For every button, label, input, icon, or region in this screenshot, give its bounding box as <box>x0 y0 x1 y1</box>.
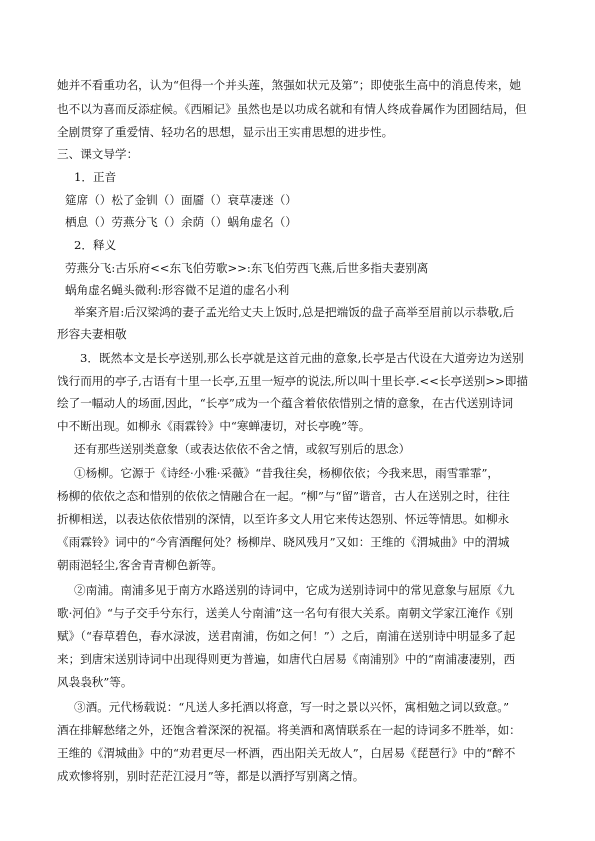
text-line: 她并不看重功名，认为“但得一个并头莲，煞强如状元及第”；即使张生高中的消息传来，她 <box>57 78 522 92</box>
text-line: 朝雨浥轻尘,客舍青青柳色新等。 <box>57 558 223 572</box>
text-line: 风袅袅秋”等。 <box>57 675 133 689</box>
text-line: 还有那些送别类意象（或表达依依不舍之情，或叙写别后的思念） <box>74 442 411 456</box>
section-heading: 三、课文导学： <box>57 147 139 161</box>
text-line: 折柳相送，以表达依依惜别的深情，以至许多文人用它来传达怨别、怀远等情思。如柳永 <box>57 512 510 526</box>
subheading-definition: 2．释义 <box>74 238 117 252</box>
text-line: 全剧贯穿了重爱情、轻功名的思想，显示出王实甫思想的进步性。 <box>57 125 394 139</box>
text-line: 绘了一幅动人的场面,因此，“长亭”成为一个蕴含着依依惜别之情的意象，在古代送别诗词 <box>57 396 514 410</box>
text-line: 来；到唐宋送别诗词中出现得则更为普遍，如唐代白居易《南浦别》中的“南浦凄凄别，西 <box>57 652 516 666</box>
text-line: ①杨柳。它源于《诗经·小雅·采薇》“昔我往矣，杨柳依依；今我来思，雨雪霏霏”， <box>74 466 500 480</box>
text-line: 3．既然本文是长亭送别,那么长亭就是这首元曲的意象,长亭是古代设在大道旁边为送别 <box>80 351 524 365</box>
text-line: 劳燕分飞:古乐府<<东飞伯劳歌>>:东飞伯劳西飞燕,后世多指夫妻别离 <box>65 261 429 275</box>
text-line: 也不以为喜而反添症候。《西厢记》虽然也是以功成名就和有情人终成眷属作为团圆结局，但 <box>57 102 527 116</box>
subheading-pronunciation: 1．正音 <box>74 170 117 184</box>
text-line: 《雨霖铃》词中的“今宵酒醒何处？杨柳岸、晓风残月”又如：王维的《渭城曲》中的渭城 <box>57 535 510 549</box>
text-line: 筵席（）松了金钏（）面靥（）衰草凄迷（） <box>65 193 297 207</box>
text-line: 王维的《渭城曲》中的“劝君更尽一杯酒，西出阳关无故人”，白居易《琵琶行》中的“醉不 <box>57 746 516 760</box>
text-line: ③酒。元代杨载说：“凡送人多托酒以将意，写一时之景以兴怀，寓相勉之词以致意。” <box>74 700 510 714</box>
text-line: 蜗角虚名蝇头微利:形容微不足道的虚名小利 <box>65 283 290 297</box>
text-line: 歌·河伯》“与子交手兮东行，送美人兮南浦”这一名句有很大关系。南朝文学家江淹作《别 <box>57 606 514 620</box>
text-line: 饯行而用的亭子,古语有十里一长亭,五里一短亭的说法,所以叫十里长亭.<<长亭送别>>即描 <box>57 374 528 388</box>
text-line: 形容夫妻相敬 <box>57 327 127 341</box>
text-line: 杨柳的依依之态和惜别的依依之情融合在一起。“柳”与“留”谐音，古人在送别之时，往往 <box>57 489 510 503</box>
text-line: 成欢惨将别，别时茫茫江浸月”等，都是以酒抒写别离之情。 <box>57 769 365 783</box>
text-line: 赋》（“春草碧色，春水渌波，送君南浦，伤如之何！”）之后，南浦在送别诗中明显多了起 <box>57 629 516 643</box>
text-line: 举案齐眉:后汉梁鸿的妻子孟光给丈夫上饭时,总是把端饭的盘子高举至眉前以示恭敬,后 <box>74 305 515 319</box>
text-line: 酒在排解愁绪之外，还饱含着深深的祝福。将美酒和离情联系在一起的诗词多不胜举，如： <box>57 723 521 737</box>
text-line: 栖息（）劳燕分飞（）余荫（）蜗角虚名（） <box>65 215 297 229</box>
text-line: ②南浦。南浦多见于南方水路送别的诗词中，它成为送别诗词中的常见意象与屈原《九 <box>74 583 515 597</box>
text-line: 中不断出现。如柳永《雨霖铃》中“寒蝉凄切，对长亭晚”等。 <box>57 419 371 433</box>
